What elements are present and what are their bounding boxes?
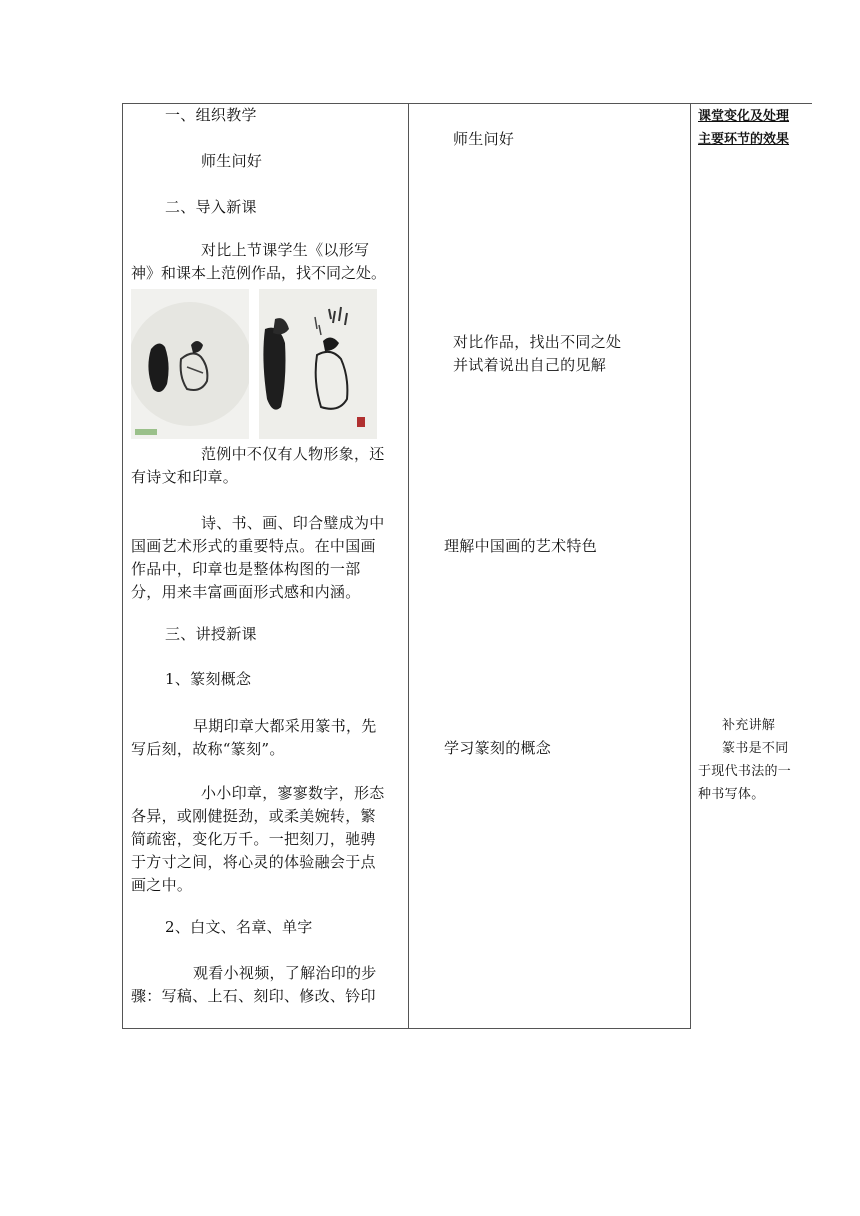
paragraph-line: 国画艺术形式的重要特点。在中国画 bbox=[131, 537, 376, 555]
section-heading-intro: 二、导入新课 bbox=[165, 198, 257, 216]
greeting-text: 师生问好 bbox=[201, 152, 263, 170]
section-heading-teach: 三、讲授新课 bbox=[165, 625, 257, 643]
paragraph-line: 诗、书、画、印合璧成为中 bbox=[201, 514, 385, 532]
paragraph-line: 早期印章大都采用篆书，先 bbox=[193, 717, 377, 735]
paragraph-line: 小小印章，寥寥数字，形态 bbox=[201, 784, 385, 802]
paragraph-line: 各异，或刚健挺劲，或柔美婉转，繁 bbox=[131, 807, 376, 825]
notes-header: 主要环节的效果 bbox=[698, 132, 790, 147]
paragraph-line: 于方寸之间，将心灵的体验融会于点 bbox=[131, 853, 376, 871]
student-activity-understand: 理解中国画的艺术特色 bbox=[444, 537, 598, 555]
paragraph-line: 有诗文和印章。 bbox=[131, 468, 239, 486]
paragraph-line: 简疏密，变化万千。一把刻刀，驰骋 bbox=[131, 830, 376, 848]
student-activity-compare: 并试着说出自己的见解 bbox=[453, 356, 607, 374]
paragraph-line: 观看小视频，了解治印的步 bbox=[193, 964, 377, 982]
student-activity-column bbox=[408, 103, 691, 1029]
student-activity-greet: 师生问好 bbox=[453, 130, 515, 148]
subsection-heading: 1、篆刻概念 bbox=[165, 670, 252, 688]
section-heading-organize: 一、组织教学 bbox=[165, 106, 257, 124]
student-activity-compare: 对比作品，找出不同之处 bbox=[453, 333, 622, 351]
paragraph-line: 神》和课本上范例作品，找不同之处。 bbox=[131, 264, 387, 282]
paragraph-line: 范例中不仅有人物形象，还 bbox=[201, 445, 385, 463]
paragraph-line: 对比上节课学生《以形写 bbox=[201, 241, 370, 259]
notes-header: 课堂变化及处理 bbox=[698, 109, 790, 124]
note-line: 篆书是不同 bbox=[722, 741, 789, 756]
subsection-heading: 2、白文、名章、单字 bbox=[165, 918, 313, 936]
note-line: 于现代书法的一 bbox=[698, 764, 792, 779]
paragraph-line: 画之中。 bbox=[131, 876, 193, 894]
note-line: 补充讲解 bbox=[722, 718, 776, 733]
student-activity-learn: 学习篆刻的概念 bbox=[444, 739, 552, 757]
ink-figure-painting-with-calligraphy-image bbox=[259, 289, 377, 439]
paragraph-line: 作品中，印章也是整体构图的一部 bbox=[131, 560, 361, 578]
paragraph-line: 分，用来丰富画面形式感和内涵。 bbox=[131, 583, 361, 601]
paragraph-line: 写后刻，故称“篆刻”。 bbox=[131, 740, 285, 758]
circular-ink-painting-image bbox=[131, 289, 249, 439]
note-line: 种书写体。 bbox=[698, 787, 765, 802]
paragraph-line: 骤：写稿、上石、刻印、修改、钤印 bbox=[131, 987, 376, 1005]
